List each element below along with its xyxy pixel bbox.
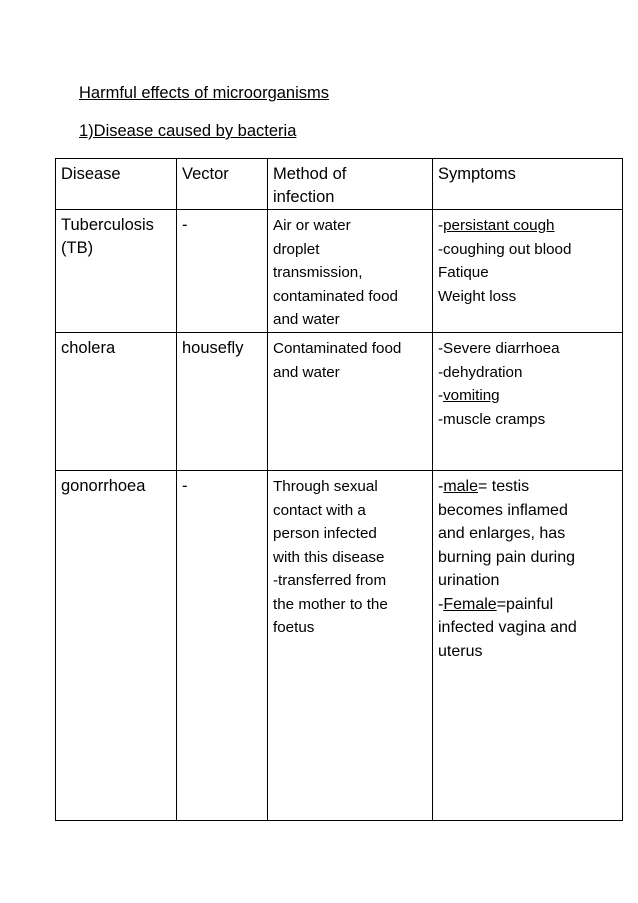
cell-method: Contaminated food and water	[268, 333, 433, 471]
cell-disease: cholera	[56, 333, 177, 471]
table-header-row	[56, 159, 623, 210]
page-title: Harmful effects of microorganisms	[79, 84, 330, 102]
header-vector: Vector	[177, 159, 268, 210]
cell-vector: -	[177, 471, 268, 821]
header-symptoms: Symptoms	[433, 159, 623, 210]
cell-vector: housefly	[177, 333, 268, 471]
cell-disease: Tuberculosis (TB)	[56, 210, 177, 333]
cell-method: Through sexual contact with a person infected with this disease -transferred from the mother to the foetus	[268, 471, 433, 821]
cell-symptoms: -Severe diarrhoea -dehydration -vomiting -muscle cramps	[433, 333, 623, 471]
section-subtitle: 1)Disease caused by bacteria	[79, 122, 297, 140]
cell-vector: -	[177, 210, 268, 333]
header-method: Method of infection	[268, 159, 433, 210]
cell-method: Air or water droplet transmission, contaminated food and water	[268, 210, 433, 333]
disease-table	[55, 158, 623, 821]
table-row	[56, 471, 623, 821]
table-row	[56, 333, 623, 471]
cell-symptoms: -male= testis becomes inflamed and enlarges, has burning pain during urination -Female=painful infected vagina and uterus	[433, 471, 623, 821]
table-row	[56, 210, 623, 333]
header-disease: Disease	[56, 159, 177, 210]
cell-symptoms: -persistant cough -coughing out blood Fatique Weight loss	[433, 210, 623, 333]
cell-disease: gonorrhoea	[56, 471, 177, 821]
